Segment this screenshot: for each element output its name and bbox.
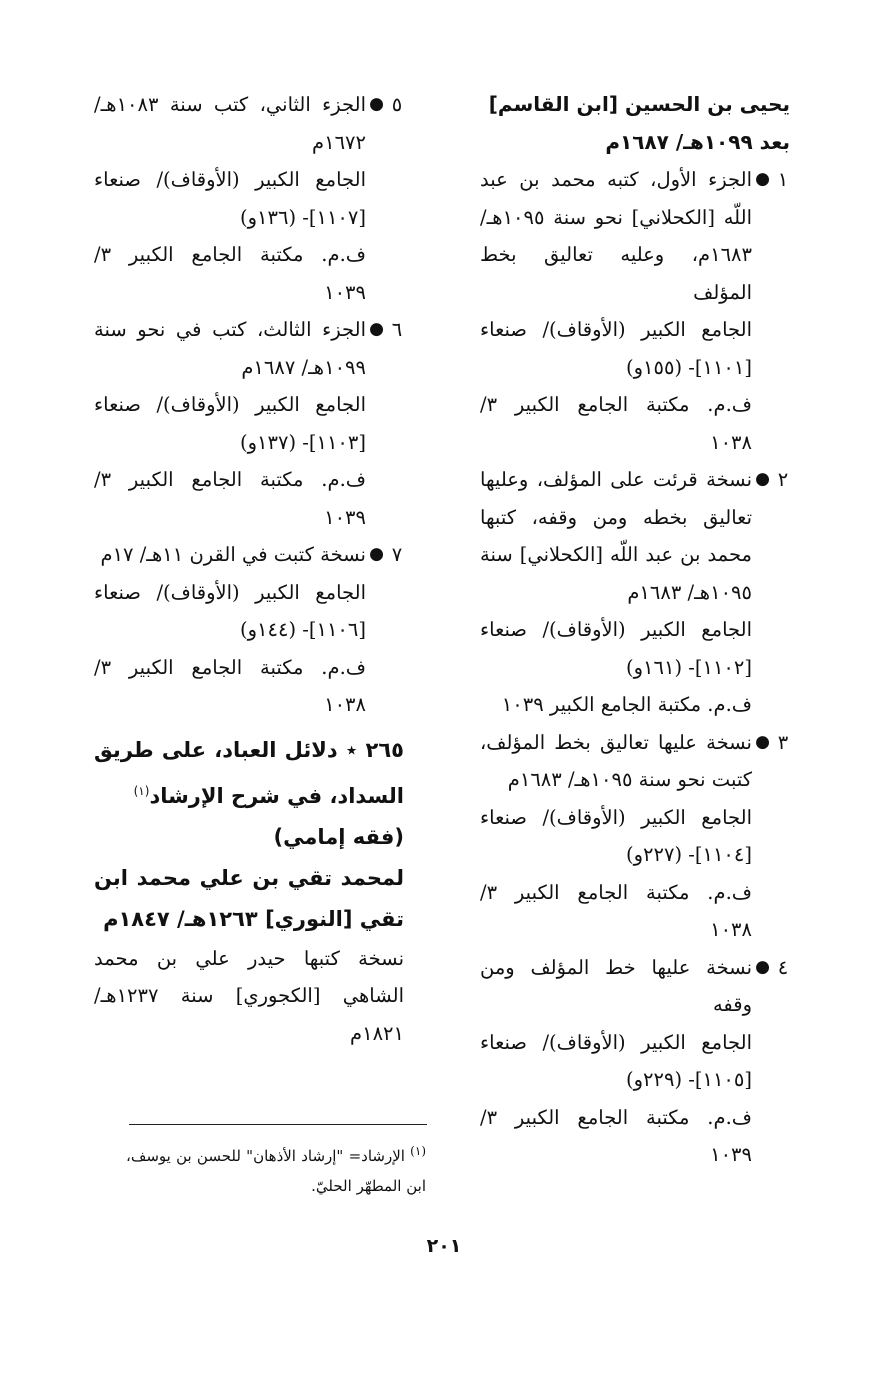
entry-description: نسخة كتبت في القرن ١١هـ/ ١٧م xyxy=(100,543,366,566)
entry-description: الجزء الثاني، كتب سنة ١٠٨٣هـ/ ١٦٧٢م xyxy=(94,93,366,154)
star-icon: ٭ xyxy=(345,737,358,762)
entry-film: ف.م. مكتبة الجامع الكبير ٣/ ١٠٣٩ xyxy=(94,468,366,529)
right-column xyxy=(480,86,790,1174)
bullet-icon: ● xyxy=(755,169,770,189)
entry-number: ٣ xyxy=(777,730,789,754)
left-column xyxy=(94,86,404,1052)
entry-description: نسخة عليها تعاليق بخط المؤلف، كتبت نحو سنة ١٠٩٥هـ/ ١٦٨٣م xyxy=(480,730,752,791)
entry-film: ف.م. مكتبة الجامع الكبير ٣/ ١٠٣٩ xyxy=(94,243,366,304)
entry-film: ف.م. مكتبة الجامع الكبير ٣/ ١٠٣٩ xyxy=(480,1105,752,1166)
work-copy: نسخة كتبها حيدر علي بن محمد الشاهي [الكجوري] سنة ١٢٣٧هـ/ ١٨٢١م xyxy=(94,946,404,1045)
footnote-marker: (١) xyxy=(410,1144,426,1158)
work-number: ٢٦٥ xyxy=(365,737,404,762)
entry-number: ١ xyxy=(777,168,789,191)
author-dates: بعد ١٠٩٩هـ/ ١٦٨٧م xyxy=(605,129,790,154)
bullet-icon: ● xyxy=(755,731,770,752)
footnote xyxy=(126,1136,426,1201)
bullet-icon: ● xyxy=(755,956,770,977)
manuscript-entry xyxy=(480,461,790,611)
manuscript-entry xyxy=(94,86,404,161)
entry-number: ٥ xyxy=(391,93,403,116)
manuscript-entry xyxy=(480,161,790,311)
entry-number: ٧ xyxy=(391,543,403,566)
manuscript-entry xyxy=(480,724,790,799)
entry-description: الجزء الثالث، كتب في نحو سنة ١٠٩٩هـ/ ١٦٨٧م xyxy=(94,318,366,379)
entry-film: ف.م. مكتبة الجامع الكبير ٣/ ١٠٣٨ xyxy=(94,655,366,716)
author-name: يحيى بن الحسين [ابن القاسم] xyxy=(488,92,790,116)
footnote-text: الإرشاد= "إرشاد الأذهان" للحسن بن يوسف، ابن المطهّر الحليّ. xyxy=(126,1147,426,1195)
work-author: لمحمد تقي بن علي محمد ابن تقي [النوري] ١٢٦٣هـ/ ١٨٤٧م xyxy=(94,865,404,931)
bullet-icon: ● xyxy=(755,469,770,489)
bullet-icon: ● xyxy=(369,319,384,339)
footnote-divider xyxy=(129,1124,427,1125)
bullet-icon: ● xyxy=(369,544,384,564)
entry-film: ف.م. مكتبة الجامع الكبير ٣/ ١٠٣٨ xyxy=(480,880,752,941)
entry-description: نسخة قرئت على المؤلف، وعليها تعاليق بخطه ومن وقفه، كتبها محمد بن عبد اللّه [الكحلاني] سنة ١٠٩٥هـ/ ١٦٨٣م xyxy=(480,468,752,604)
manuscript-entry xyxy=(94,536,404,574)
entry-location: الجامع الكبير (الأوقاف)/ صنعاء [١١٠٣]- (١٣٧و) xyxy=(94,393,366,454)
entry-number: ٢ xyxy=(777,468,789,491)
entry-location: الجامع الكبير (الأوقاف)/ صنعاء [١١٠٦]- (١٤٤و) xyxy=(94,580,366,641)
work-title: دلائل العباد، على طريق السداد، في شرح الإرشاد xyxy=(94,737,404,808)
entry-description: نسخة عليها خط المؤلف ومن وقفه xyxy=(480,955,752,1016)
entry-film: ف.م. مكتبة الجامع الكبير ١٠٣٩ xyxy=(501,693,752,716)
work-heading xyxy=(94,730,404,817)
bullet-icon: ● xyxy=(369,94,384,114)
footnote-reference: (١) xyxy=(133,783,150,798)
entry-location: الجامع الكبير (الأوقاف)/ صنعاء [١١٠٢]- (١٦١و) xyxy=(480,618,752,679)
entry-film: ف.م. مكتبة الجامع الكبير ٣/ ١٠٣٨ xyxy=(480,393,752,454)
page-number: ٢٠١ xyxy=(426,1235,462,1257)
entry-location: الجامع الكبير (الأوقاف)/ صنعاء [١١٠٥]- (٢٢٩و) xyxy=(480,1030,752,1091)
manuscript-entry xyxy=(480,949,790,1024)
entry-number: ٤ xyxy=(777,955,789,979)
entry-location: الجامع الكبير (الأوقاف)/ صنعاء [١١٠٧]- (١٣٦و) xyxy=(94,168,366,229)
manuscript-entry xyxy=(94,311,404,386)
work-subject: (فقه إمامي) xyxy=(273,824,404,849)
entry-location: الجامع الكبير (الأوقاف)/ صنعاء [١١٠١]- (١٥٥و) xyxy=(480,318,752,379)
entry-location: الجامع الكبير (الأوقاف)/ صنعاء [١١٠٤]- (٢٢٧و) xyxy=(480,805,752,866)
entry-description: الجزء الأول، كتبه محمد بن عبد اللّه [الكحلاني] نحو سنة ١٠٩٥هـ/ ١٦٨٣م، وعليه تعاليق بخط المؤلف xyxy=(480,168,752,304)
entry-number: ٦ xyxy=(391,318,403,341)
